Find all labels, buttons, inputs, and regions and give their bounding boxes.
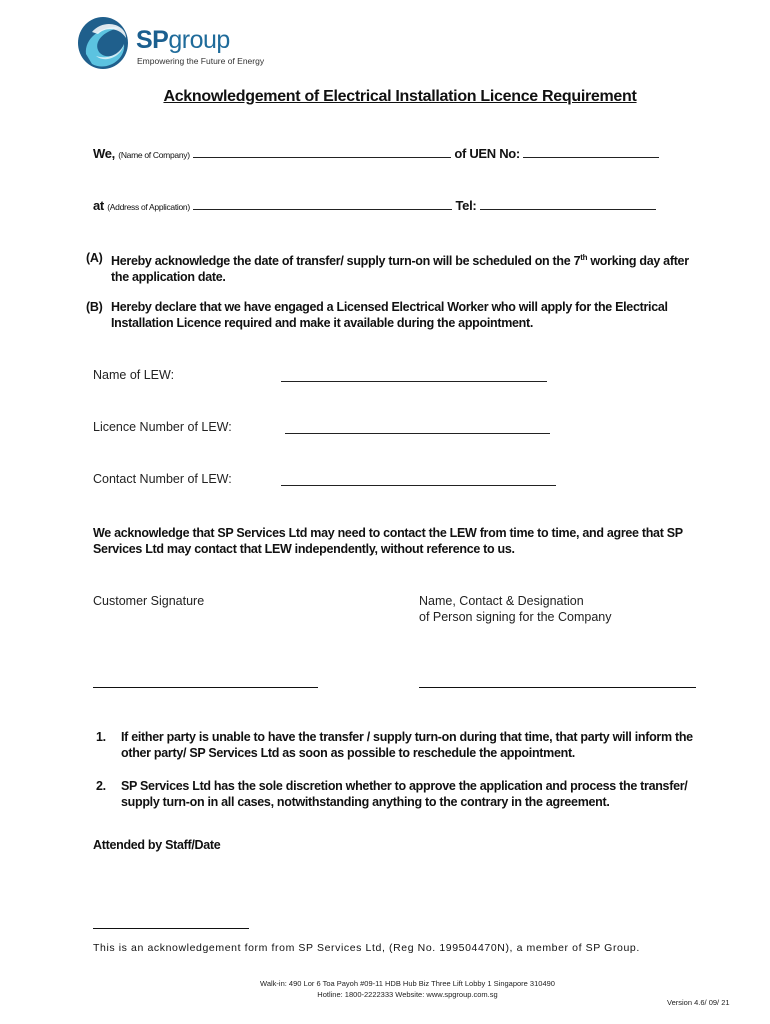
lew-licence-field[interactable] [285, 432, 550, 434]
customer-signature-label: Customer Signature [93, 594, 205, 608]
person-signing-label [419, 593, 611, 625]
person-signing-label-line-2: of Person signing for the Company [419, 610, 612, 624]
clause-b-text: Hereby declare that we have engaged a Licensed Electrical Worker who will apply for the Electrical Installation Licence required and make it available during the appointment. [111, 300, 668, 330]
clause-label: (B) [86, 300, 103, 314]
tel-field[interactable] [480, 208, 656, 210]
uen-field[interactable] [523, 156, 659, 158]
company-row [93, 146, 659, 161]
lew-licence-label: Licence Number of LEW: [93, 420, 232, 434]
term-1 [96, 729, 708, 761]
footnote: This is an acknowledgement form from SP Services Ltd, (Reg No. 199504470N), a member of SP Group. [93, 942, 640, 954]
address-hint: (Address of Application) [107, 202, 190, 212]
address-field[interactable] [193, 208, 452, 210]
clause-b [86, 299, 708, 331]
customer-signature-field[interactable] [93, 686, 318, 688]
spgroup-swirl-icon [76, 14, 136, 72]
term-2 [96, 778, 708, 810]
version-label: Version 4.6/ 09/ 21 [667, 998, 730, 1007]
person-signing-label-line-1: Name, Contact & Designation [419, 594, 584, 608]
lew-contact-label: Contact Number of LEW: [93, 472, 232, 486]
tel-label: Tel: [455, 198, 477, 213]
clause-a-text-1: Hereby acknowledge the date of transfer/ supply turn-on will be scheduled on the 7 [111, 254, 581, 269]
logo-wordmark: SPgroup [136, 26, 230, 54]
company-name-field[interactable] [193, 156, 451, 158]
clause-a [86, 250, 708, 285]
footer-address-line-1: Walk-in: 490 Lor 6 Toa Payoh #09-11 HDB Hub Biz Three Lift Lobby 1 Singapore 310490 [260, 979, 555, 988]
clause-a-text-2: working day after the application date. [111, 254, 689, 285]
term-number: 2. [96, 779, 106, 793]
at-label: at [93, 198, 104, 213]
logo-tagline: Empowering the Future of Energy [137, 56, 265, 66]
lew-contact-field[interactable] [281, 484, 556, 486]
clause-label: (A) [86, 251, 103, 265]
acknowledge-paragraph: We acknowledge that SP Services Ltd may need to contact the LEW from time to time, and agree that SP Services Ltd may contact that LEW independently, without reference to us. [93, 526, 683, 556]
clause-a-superscript: th [580, 253, 588, 262]
footer-address [0, 978, 770, 1000]
term-2-text: SP Services Ltd has the sole discretion whether to approve the application and process the transfer/ supply turn-on in all cases, notwithstanding anything to the contrary in the agreement. [121, 779, 688, 809]
lew-name-field[interactable] [281, 380, 547, 382]
attended-by-label: Attended by Staff/Date [93, 838, 221, 852]
lew-name-label: Name of LEW: [93, 368, 175, 382]
we-label: We, [93, 146, 115, 161]
address-row [93, 198, 656, 213]
uen-label: of UEN No: [454, 146, 520, 161]
footer-address-line-2: Hotline: 1800-2222333 Website: www.spgroup.com.sg [317, 990, 498, 999]
person-signing-field[interactable] [419, 686, 696, 688]
term-number: 1. [96, 730, 106, 744]
company-name-hint: (Name of Company) [118, 150, 190, 160]
document-title: Acknowledgement of Electrical Installation Licence Requirement [163, 88, 637, 105]
term-1-text: If either party is unable to have the transfer / supply turn-on during that time, that party will inform the other party/ SP Services Ltd as soon as possible to reschedule the appointment. [121, 730, 693, 760]
footnote-separator [93, 928, 249, 929]
